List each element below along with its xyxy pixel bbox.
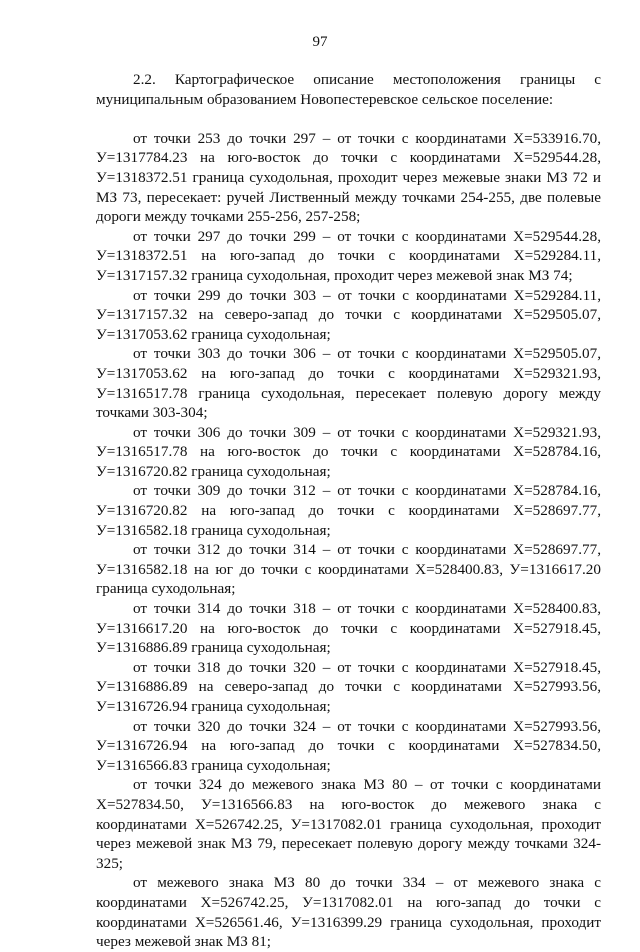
document-body <box>96 70 601 952</box>
section-heading: 2.2. Картографическое описание местоположения границы с муниципальным образованием Новопестеревское сельское поселение: <box>96 71 601 108</box>
boundary-segment-paragraph: от межевого знака МЗ 80 до точки 334 – от межевого знака с координатами Х=526742.25, У=1317082.01 на юго-запад до точки с координатами Х=526561.46, У=1316399.29 граница суходольная, проходит через межевой знак МЗ 81; <box>96 874 601 951</box>
boundary-segment-paragraph: от точки 320 до точки 324 – от точки с координатами Х=527993.56, У=1316726.94 на юго-запад до точки с координатами Х=527834.50, У=1316566.83 граница суходольная; <box>96 717 601 774</box>
boundary-segment-paragraph: от точки 318 до точки 320 – от точки с координатами Х=527918.45, У=1316886.89 на северо-запад до точки с координатами Х=527993.56, У=1316726.94 граница суходольная; <box>96 658 601 715</box>
page-number: 97 <box>312 34 328 50</box>
boundary-segment-paragraph: от точки 314 до точки 318 – от точки с координатами Х=528400.83, У=1316617.20 на юго-восток до точки с координатами Х=527918.45, У=1316886.89 граница суходольная; <box>96 600 601 657</box>
boundary-segment-paragraph: от точки 306 до точки 309 – от точки с координатами Х=529321.93, У=1316517.78 на юго-восток до точки с координатами Х=528784.16, У=1316720.82 граница суходольная; <box>96 423 601 480</box>
boundary-segment-paragraph: от точки 253 до точки 297 – от точки с координатами Х=533916.70, У=1317784.23 на юго-восток до точки с координатами Х=529544.28, У=1318372.51 граница суходольная, проходит через межевые знаки МЗ 72 и МЗ 73, пересекает: ручей Лиственный между точками 254-255, две полевые дороги между точками 255-256, 257-258; <box>96 129 601 226</box>
boundary-segment-paragraph: от точки 309 до точки 312 – от точки с координатами Х=528784.16, У=1316720.82 на юго-запад до точки с координатами Х=528697.77, У=1316582.18 граница суходольная; <box>96 482 601 539</box>
boundary-segment-paragraph: от точки 297 до точки 299 – от точки с координатами Х=529544.28, У=1318372.51 на юго-запад до точки с координатами Х=529284.11, У=1317157.32 граница суходольная, проходит через межевой знак МЗ 74; <box>96 227 601 284</box>
boundary-segment-paragraph: от точки 299 до точки 303 – от точки с координатами Х=529284.11, У=1317157.32 на северо-запад до точки с координатами Х=529505.07, У=1317053.62 граница суходольная; <box>96 286 601 343</box>
boundary-segment-paragraph: от точки 303 до точки 306 – от точки с координатами Х=529505.07, У=1317053.62 на юго-запад до точки с координатами Х=529321.93, У=1316517.78 граница суходольная, пересекает полевую дорогу между точками 303-304; <box>96 345 601 422</box>
boundary-segment-paragraph: от точки 324 до межевого знака МЗ 80 – от точки с координатами Х=527834.50, У=1316566.83 на юго-восток до межевого знака с координатами Х=526742.25, У=1317082.01 граница суходольная, проходит через межевой знак МЗ 79, пересекает полевую дорогу между точками 324-325; <box>96 776 601 872</box>
boundary-segment-paragraph: от точки 312 до точки 314 – от точки с координатами Х=528697.77, У=1316582.18 на юг до точки с координатами Х=528400.83, У=1316617.20 граница суходольная; <box>96 541 601 598</box>
